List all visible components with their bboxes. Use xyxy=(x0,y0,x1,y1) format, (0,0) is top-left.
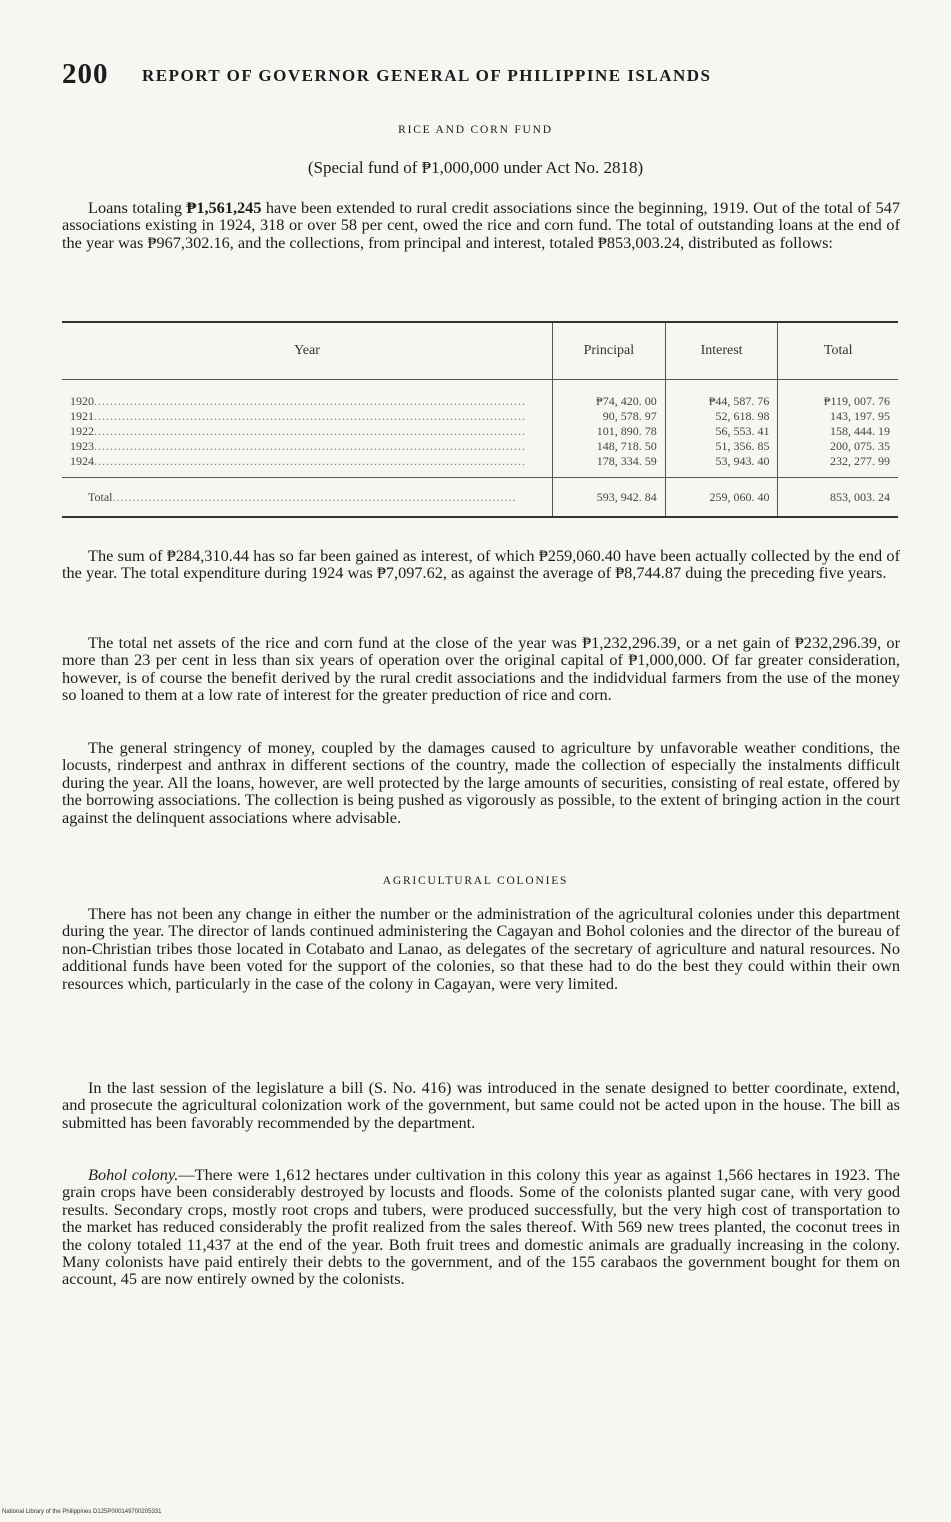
stringency-paragraph: The general stringency of money, coupled by the damages caused to agriculture by unfavorable weather conditions, the locusts, rinderpest and anthrax in different sections of the country, made the collection of especially the instalments difficult during the year. All the loans, however, are well protected by the large amounts of securities, consisting of real estate, offered by the borrowing associations. The collection is being pushed as vigorously as possible, to the extent of bringing action in the court against the delinquent associations where advisable. xyxy=(62,738,900,827)
page-number: 200 xyxy=(62,58,109,90)
section-subheading: (Special fund of ₱1,000,000 under Act No. 2818) xyxy=(307,158,644,177)
section-heading-colonies: AGRICULTURAL COLONIES xyxy=(382,875,569,887)
table-row: 1924............................................................................................................ 178, 334. 59 53, 943. 40 232, 277. 99 xyxy=(62,454,898,478)
interest-paragraph: The sum of ₱284,310.44 has so far been gained as interest, of which ₱259,060.40 have been actually collected by the end of the year. The total expenditure during 1924 was ₱7,097.62, as against the average of ₱8,744.87 duing the preceding five years. xyxy=(62,546,900,583)
colonies-paragraph: There has not been any change in either the number or the administration of the agricultural colonies under this department during the year. The director of lands continued administering the Cagayan and Bohol colonies and the director of the bureau of non-Christian tribes those located in Cotabato and Lanao, as delegates of the secretary of agriculture and natural resources. No additional funds have been voted for the support of the colonies, so that these had to do the best they could within their own resources which, particularly in the case of the colony in Cagayan, were very limited. xyxy=(62,904,900,993)
table-row: 1920............................................................................................................ ₱74, 420. 00 ₱44, 587. 76 ₱119, 007. 76 xyxy=(62,380,898,410)
table-row: 1921............................................................................................................ 90, 578. 97 52, 618. 98 143, 197. 95 xyxy=(62,409,898,424)
table-row: 1922............................................................................................................ 101, 890. 78 56, 553. 41 158, 444. 19 xyxy=(62,424,898,439)
table-total-row: Total..................................................................................................... 593, 942. 84 259, 060. 40 853, 003. 24 xyxy=(62,478,898,518)
intro-paragraph: Loans totaling ₱1,561,245 have been extended to rural credit associations since the beginning, 1919. Out of the total of 547 associations existing in 1924, 318 or over 58 per cent, owed the rice and corn fund. The total of outstanding loans at the end of the year was ₱967,302.16, and the collections, from principal and interest, totaled ₱853,003.24, distributed as follows: xyxy=(62,198,901,252)
bohol-paragraph: Bohol colony.—There were 1,612 hectares under cultivation in this colony this year as against 1,566 hectares in 1923. The grain crops have been considerably destroyed by locusts and floods. Some of the colonists planted sugar cane, with very good results. Secondary crops, mostly root crops and tubers, were produced successfully, but the very high cost of transportation to the market has reduced considerably the profit realized from the sales thereof. With 569 new trees planted, the coconut trees in the colony totaled 11,437 at the end of the year. Both fruit trees and domestic animals are gradually increasing in the colony. Many colonists have paid entirely their debts to the government, and of the 155 carabaos the government bought for them on account, 45 are now entirely owned by the colonists. xyxy=(62,1165,901,1289)
table-header-row xyxy=(62,322,898,380)
column-header-year: Year xyxy=(62,322,553,380)
section-heading-rice-corn: RICE AND CORN FUND xyxy=(398,124,553,136)
net-assets-paragraph: The total net assets of the rice and corn fund at the close of the year was ₱1,232,296.39, or a net gain of ₱232,296.39, or more than 23 per cent in less than six years of operation over the original capital of ₱1,000,000. Of far greater consideration, however, is of course the benefit derived by the rural credit associations and the indidvidual farmers from the use of the money so loaned to them at a low rate of interest for the greater preduction of rice and corn. xyxy=(62,633,900,705)
column-header-total: Total xyxy=(778,322,898,380)
column-header-principal: Principal xyxy=(553,322,666,380)
running-title: REPORT OF GOVERNOR GENERAL OF PHILIPPINE ISLANDS xyxy=(142,66,712,85)
scan-credit: National Library of the Philippines D125P000149700205331 xyxy=(2,1509,162,1515)
bohol-colony-label: Bohol colony. xyxy=(88,1165,179,1184)
legislature-paragraph: In the last session of the legislature a bill (S. No. 416) was introduced in the senate designed to better coordinate, extend, and prosecute the agricultural colonization work of the government, but same could not be acted upon in the house. The bill as submitted has been favorably recommended by the department. xyxy=(62,1078,900,1132)
loans-total-figure: ₱1,561,245 xyxy=(186,198,262,217)
column-header-interest: Interest xyxy=(665,322,778,380)
collections-table xyxy=(62,321,898,518)
page-header xyxy=(62,58,902,98)
table-row: 1923............................................................................................................ 148, 718. 50 51, 356. 85 200, 075. 35 xyxy=(62,439,898,454)
